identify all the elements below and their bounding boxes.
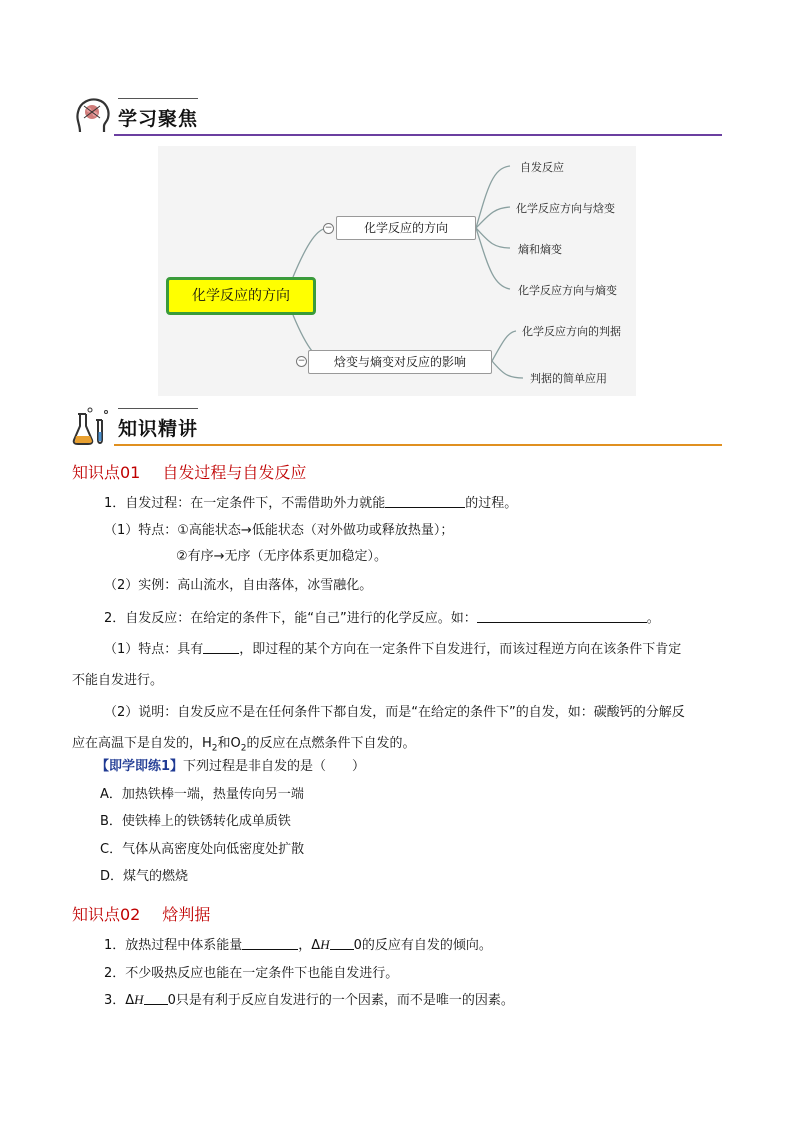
mind-map-leaf: 化学反应方向与熵变: [518, 284, 617, 297]
section-rule: [114, 444, 722, 446]
lab-flask-icon: [72, 406, 112, 446]
text-line: （1）特点：①高能状态→低能状态（对外做功或释放热量）；: [104, 523, 454, 538]
mind-map-branch-direction: 化学反应的方向: [336, 216, 476, 240]
section-title: 学习聚焦: [118, 108, 199, 130]
mind-map-branch-influence: 焓变与熵变对反应的影响: [308, 350, 492, 374]
text-line: 1．自发过程：在一定条件下，不需借助外力就能 的过程。: [104, 496, 518, 511]
section-title: 知识精讲: [118, 418, 199, 440]
text-line: 2．不少吸热反应也能在一定条件下也能自发进行。: [104, 966, 399, 981]
option-c[interactable]: C．气体从高密度处向低密度处扩散: [100, 842, 305, 857]
fill-blank[interactable]: [203, 640, 239, 654]
option-d[interactable]: D．煤气的燃烧: [100, 869, 189, 884]
practice-tag: 【即学即练1】: [96, 759, 184, 774]
text-line: ②有序→无序（无序体系更加稳定）。: [176, 549, 388, 564]
text-line: 不能自发进行。: [72, 673, 164, 688]
text-line: （2）实例：高山流水，自由落体，冰雪融化。: [104, 578, 373, 593]
knowledge-point-number: 知识点02: [72, 905, 141, 924]
mind-map-leaf: 判据的简单应用: [530, 372, 607, 385]
knowledge-point-number: 知识点01: [72, 463, 141, 482]
collapse-toggle-icon[interactable]: −: [324, 223, 333, 233]
fill-blank[interactable]: [385, 494, 465, 508]
mind-map-leaf: 化学反应方向与焓变: [516, 202, 615, 215]
mind-map-leaf: 熵和熵变: [518, 243, 562, 256]
section-header-focus: [72, 96, 722, 140]
section-top-line: [118, 98, 198, 99]
text-line: （1）特点：具有 ，即过程的某个方向在一定条件下自发进行，而该过程逆方向在该条件下肯定: [104, 642, 682, 657]
text-line: 2．自发反应：在给定的条件下，能“自己”进行的化学反应。如： 。: [104, 611, 660, 626]
text-line: 应在高温下是自发的，$H_2$和$O_2$的反应在点燃条件下自发的。: [72, 736, 416, 754]
knowledge-point-title: [72, 902, 210, 925]
brain-head-icon: [72, 96, 112, 136]
text-line: （2）说明：自发反应不是在任何条件下都自发，而是“在给定的条件下”的自发，如：碳酸钙的分解反: [104, 705, 685, 720]
mind-map: [158, 146, 636, 396]
fill-blank[interactable]: [144, 991, 168, 1005]
section-top-line: [118, 408, 198, 409]
section-header-knowledge: [72, 406, 722, 450]
mind-map-leaf: 化学反应方向的判据: [522, 325, 621, 338]
section-rule: [114, 134, 722, 136]
mind-map-root: 化学反应的方向: [166, 277, 316, 315]
mind-map-leaf: 自发反应: [520, 161, 564, 174]
option-a[interactable]: A．加热铁棒一端，热量传向另一端: [100, 787, 304, 802]
knowledge-point-title: [72, 460, 306, 483]
knowledge-point-heading: 焓判据: [162, 905, 211, 924]
fill-blank[interactable]: [477, 609, 647, 623]
practice-question: 【即学即练1】下列过程是非自发的是（ ）: [96, 759, 366, 774]
text-line: 3．ΔH 0只是有利于反应自发进行的一个因素，而不是唯一的因素。: [104, 992, 514, 1008]
knowledge-point-heading: 自发过程与自发反应: [162, 463, 307, 482]
collapse-toggle-icon[interactable]: −: [297, 356, 306, 366]
option-b[interactable]: B．使铁棒上的铁锈转化成单质铁: [100, 814, 291, 829]
fill-blank[interactable]: [330, 936, 354, 950]
fill-blank[interactable]: [242, 936, 298, 950]
text-line: 1．放热过程中体系能量 ，ΔH 0的反应有自发的倾向。: [104, 937, 492, 953]
